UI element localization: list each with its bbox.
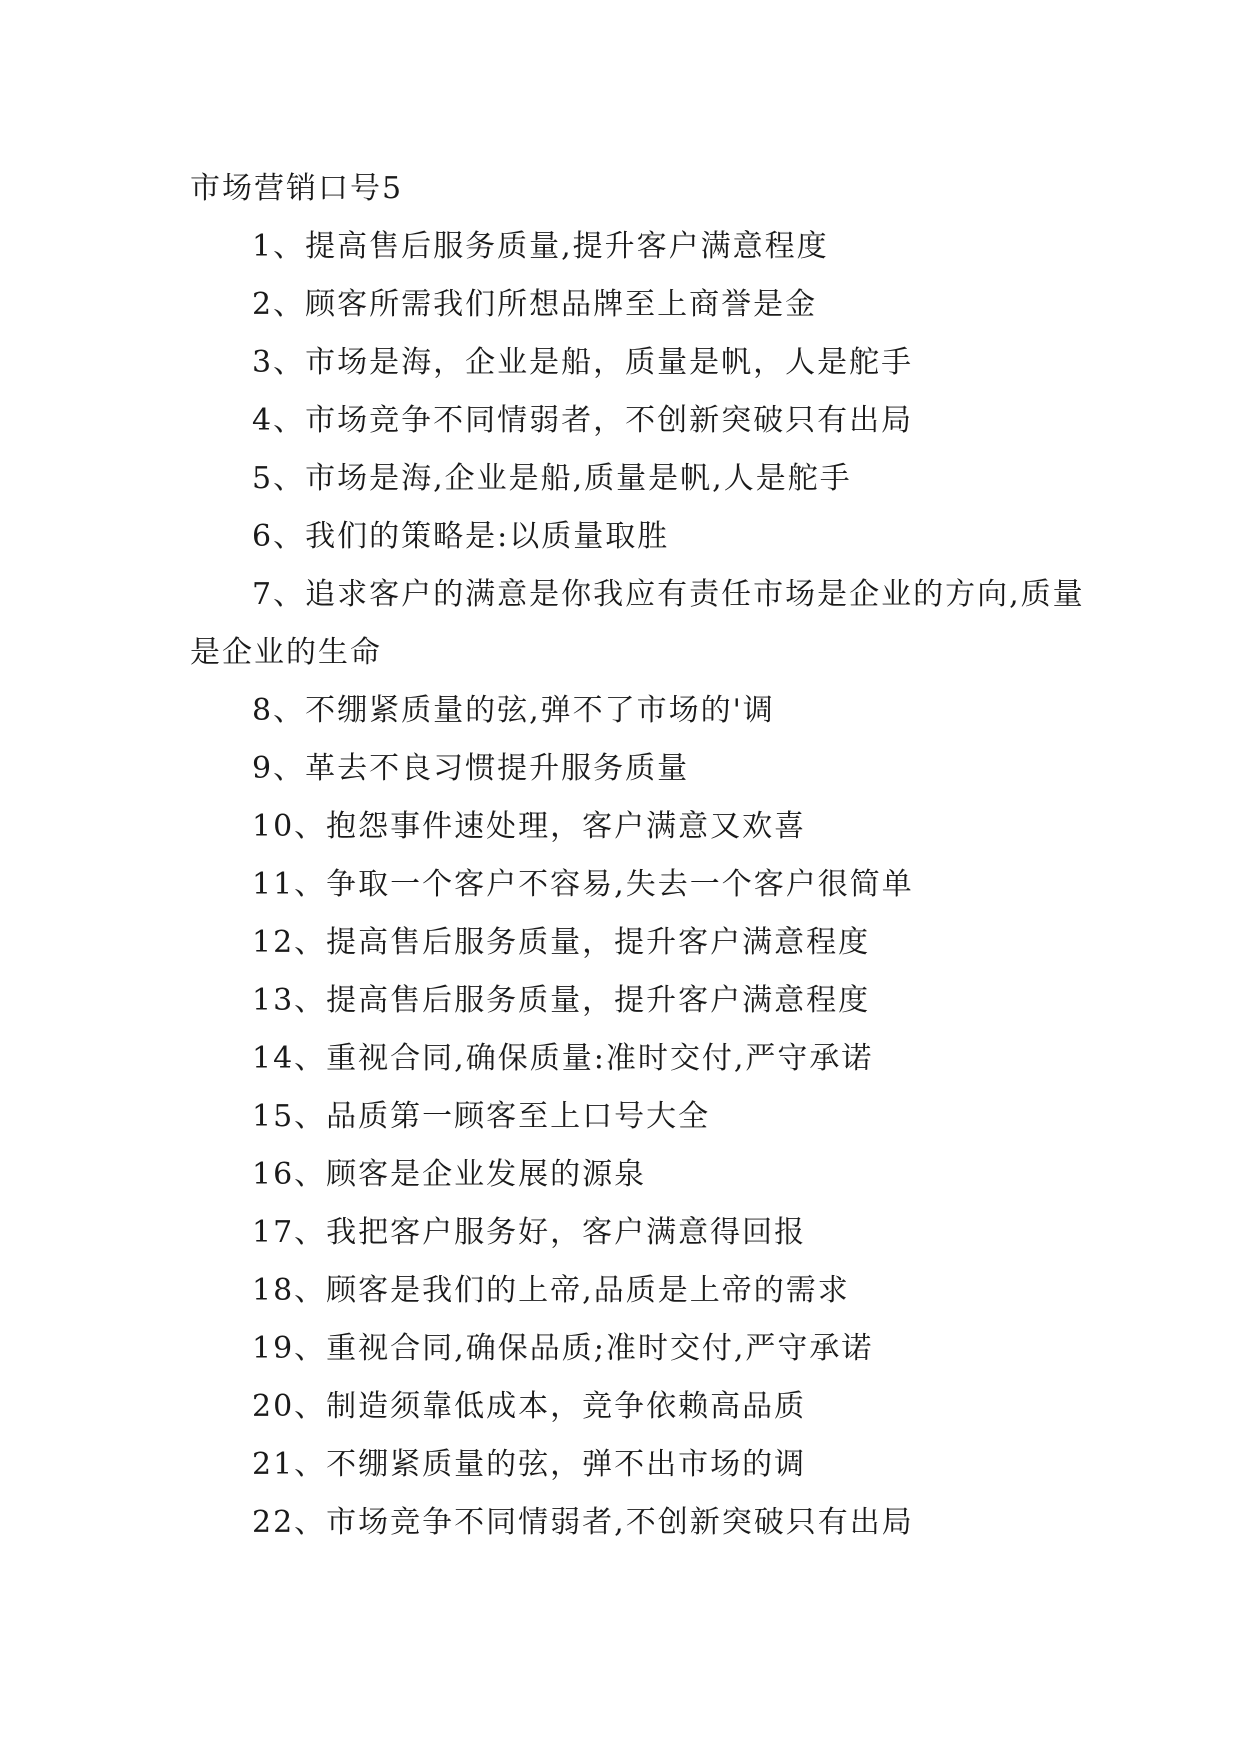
slogan-item: 21、不绷紧质量的弦，弹不出市场的调 <box>252 1447 807 1482</box>
slogan-item: 19、重视合同,确保品质;准时交付,严守承诺 <box>252 1331 874 1366</box>
slogan-item: 14、重视合同,确保质量:准时交付,严守承诺 <box>252 1041 874 1076</box>
slogan-item: 3、市场是海，企业是船，质量是帆，人是舵手 <box>252 345 914 380</box>
slogan-item: 16、顾客是企业发展的源泉 <box>252 1157 647 1192</box>
document-title: 市场营销口号5 <box>190 171 404 206</box>
slogan-item: 22、市场竞争不同情弱者,不创新突破只有出局 <box>252 1505 914 1540</box>
slogan-item: 8、不绷紧质量的弦,弹不了市场的'调 <box>252 693 775 728</box>
slogan-item: 13、提高售后服务质量，提升客户满意程度 <box>252 983 871 1018</box>
slogan-item: 5、市场是海,企业是船,质量是帆,人是舵手 <box>252 461 852 496</box>
slogan-item: 4、市场竞争不同情弱者，不创新突破只有出局 <box>252 403 914 438</box>
slogan-list <box>190 218 1090 1552</box>
slogan-item: 10、抱怨事件速处理，客户满意又欢喜 <box>252 809 807 844</box>
slogan-item: 12、提高售后服务质量，提升客户满意程度 <box>252 925 871 960</box>
document-body <box>190 160 1090 1552</box>
slogan-item: 6、我们的策略是:以质量取胜 <box>252 519 670 554</box>
slogan-item: 17、我把客户服务好，客户满意得回报 <box>252 1215 807 1250</box>
slogan-item: 1、提高售后服务质量,提升客户满意程度 <box>252 229 829 264</box>
slogan-item: 18、顾客是我们的上帝,品质是上帝的需求 <box>252 1273 850 1308</box>
slogan-item: 2、顾客所需我们所想品牌至上商誉是金 <box>252 287 818 322</box>
slogan-item: 7、追求客户的满意是你我应有责任市场是企业的方向,质量是企业的生命 <box>190 577 1085 670</box>
slogan-item: 9、革去不良习惯提升服务质量 <box>252 751 690 786</box>
slogan-item: 20、制造须靠低成本，竞争依赖高品质 <box>252 1389 807 1424</box>
slogan-item: 15、品质第一顾客至上口号大全 <box>252 1099 711 1134</box>
slogan-item: 11、争取一个客户不容易,失去一个客户很简单 <box>252 867 914 902</box>
